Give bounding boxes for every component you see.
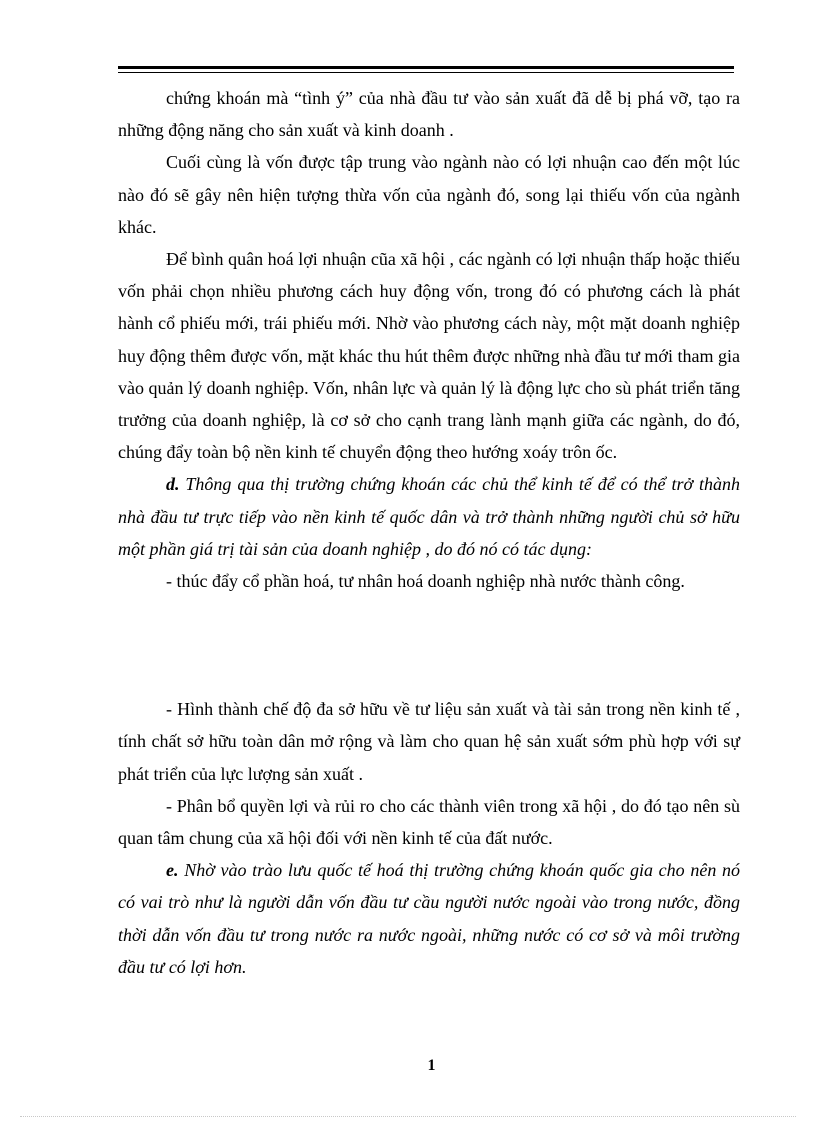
header-rule-thick	[118, 66, 734, 69]
paragraph-3: Để bình quân hoá lợi nhuận cũa xã hội , các ngành có lợi nhuận thấp hoặc thiếu vốn phải chọn nhiều phương cách huy động vốn, trong đó có phương cách là phát hành cổ phiếu mới, trái phiếu mới. Nhờ vào phương cách này, một mặt doanh nghiệp huy động thêm được vốn, mặt khác thu hút thêm được những nhà đầu tư mới tham gia vào quản lý doanh nghiệp. Vốn, nhân lực và quản lý là động lực cho sù phát triển tăng trưởng của doanh nghiệp, là cơ sở cho cạnh trang lành mạnh giữa các ngành, do đó, chúng đẩy toàn bộ nền kinh tế chuyển động theo hướng xoáy trôn ốc.	[118, 249, 740, 463]
paragraph-2: Cuối cùng là vốn được tập trung vào ngành nào có lợi nhuận cao đến một lúc nào đó sẽ gây nên hiện tượng thừa vốn của ngành đó, song lại thiếu vốn của ngành khác.	[118, 152, 740, 237]
document-body	[118, 82, 740, 983]
section-e-text: Nhờ vào trào lưu quốc tế hoá thị trường chứng khoán quốc gia cho nên nó có vai trò như là người dẫn vốn đầu tư cầu người nước ngoài vào trong nước, đồng thời dẫn vốn đầu tư trong nước ra nước ngoài, những nước có cơ sở và môi trường đầu tư có lợi hơn.	[118, 860, 740, 977]
section-d-text: Thông qua thị trường chứng khoán các chủ thể kinh tế để có thể trở thành nhà đầu tư trực tiếp vào nền kinh tế quốc dân và trở thành những người chủ sở hữu một phần giá trị tài sản của doanh nghiệp , do đó nó có tác dụng:	[118, 474, 740, 559]
section-e-paragraph	[118, 854, 740, 983]
section-d-marker: d.	[166, 474, 180, 495]
bullet-3: - Phân bổ quyền lợi và rủi ro cho các thành viên trong xã hội , do đó tạo nên sù quan tâm chung của xã hội đối với nền kinh tế của đất nước.	[118, 795, 740, 849]
bullet-2: - Hình thành chế độ đa sở hữu về tư liệu sản xuất và tài sản trong nền kinh tế , tính chất sở hữu toàn dân mở rộng và làm cho quan hệ sản xuất sớm phù hợp với sự phát triển của lực lượng sản xuất .	[118, 699, 740, 784]
bullet-1: - thúc đẩy cổ phần hoá, tư nhân hoá doanh nghiệp nhà nước thành công.	[166, 571, 685, 592]
page-bottom-edge	[20, 1116, 796, 1117]
section-e-marker: e.	[166, 860, 179, 881]
blank-gap	[118, 597, 740, 693]
paragraph-1: chứng khoán mà “tình ý” của nhà đầu tư vào sản xuất đã dễ bị phá vỡ, tạo ra những động năng cho sản xuất và kinh doanh .	[118, 88, 740, 141]
header-rule-thin	[118, 72, 734, 73]
section-d-paragraph	[118, 468, 740, 565]
page-number: 1	[427, 1057, 436, 1074]
